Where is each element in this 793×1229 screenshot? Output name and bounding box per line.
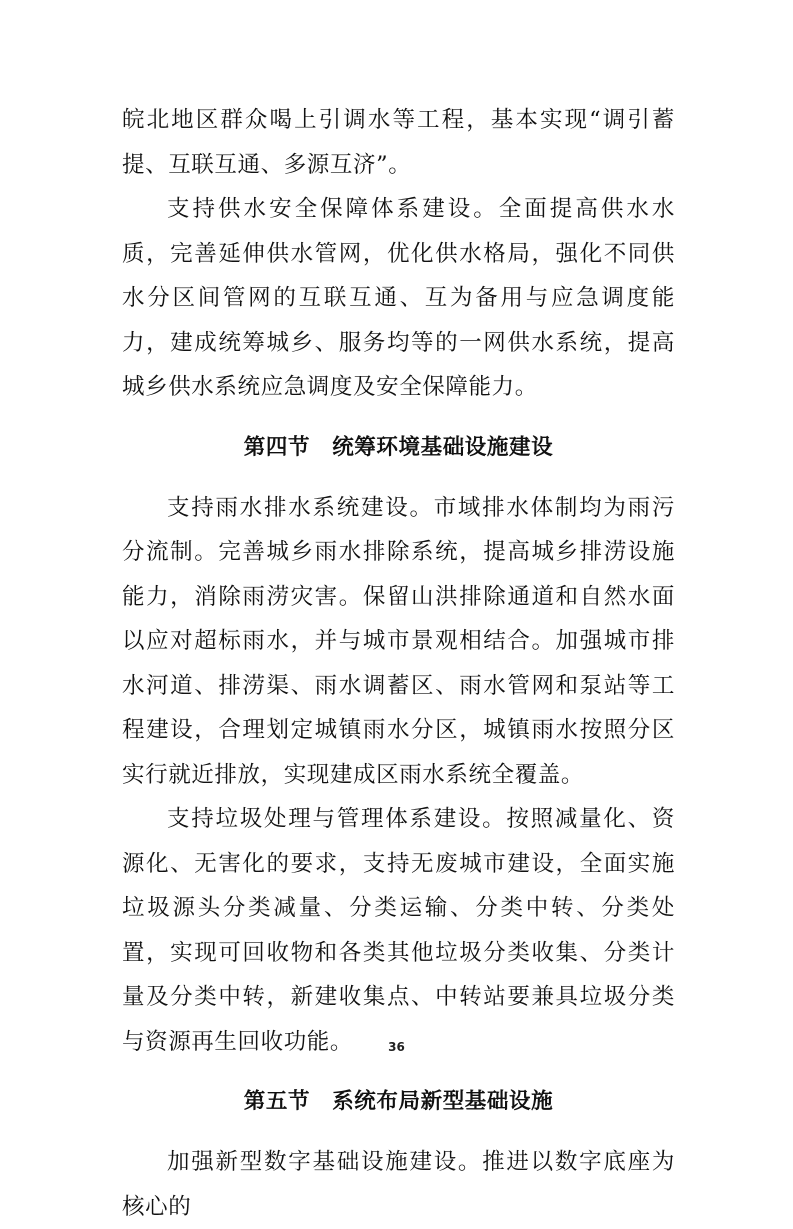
page-number: 36 [388, 1040, 405, 1054]
section-heading-4: 第四节 统筹环境基础设施建设 [243, 434, 554, 460]
paragraph-continuation: 皖北地区群众喝上引调水等工程，基本实现“调引蓄提、互联互通、多源互济”。 [122, 107, 675, 178]
paragraph-rainwater-drainage: 支持雨水排水系统建设。市域排水体制均为雨污分流制。完善城乡雨水排除系统，提高城乡排涝设施能力，消除雨涝灾害。保留山洪排除通道和自然水面以应对超标雨水，并与城市景观相结合。加强城市排水河道、排涝渠、雨水调蓄区、雨水管网和泵站等工程建设，合理划定城镇雨水分区，城镇雨水按照分区实行就近排放，实现建成区雨水系统全覆盖。 [122, 494, 675, 788]
section-heading-5: 第五节 系统布局新型基础设施 [243, 1089, 554, 1114]
paragraph-water-supply-security: 支持供水安全保障体系建设。全面提高供水水质，完善延伸供水管网，优化供水格局，强化不同供水分区间管网的互联互通、互为备用与应急调度能力，建成统筹城乡、服务均等的一网供水系统，提高城乡供水系统应急调度及安全保障能力。 [122, 196, 675, 400]
paragraph-waste-management: 支持垃圾处理与管理体系建设。按照减量化、资源化、无害化的要求，支持无废城市建设，全面实施垃圾源头分类减量、分类运输、分类中转、分类处置，实现可回收物和各类其他垃圾分类收集、分类计量及分类中转，新建收集点、中转站要兼具垃圾分类与资源再生回收功能。 [122, 806, 675, 1055]
paragraph-digital-infrastructure: 加强新型数字基础设施建设。推进以数字底座为核心的 [122, 1149, 675, 1220]
page-content [122, 98, 675, 1229]
